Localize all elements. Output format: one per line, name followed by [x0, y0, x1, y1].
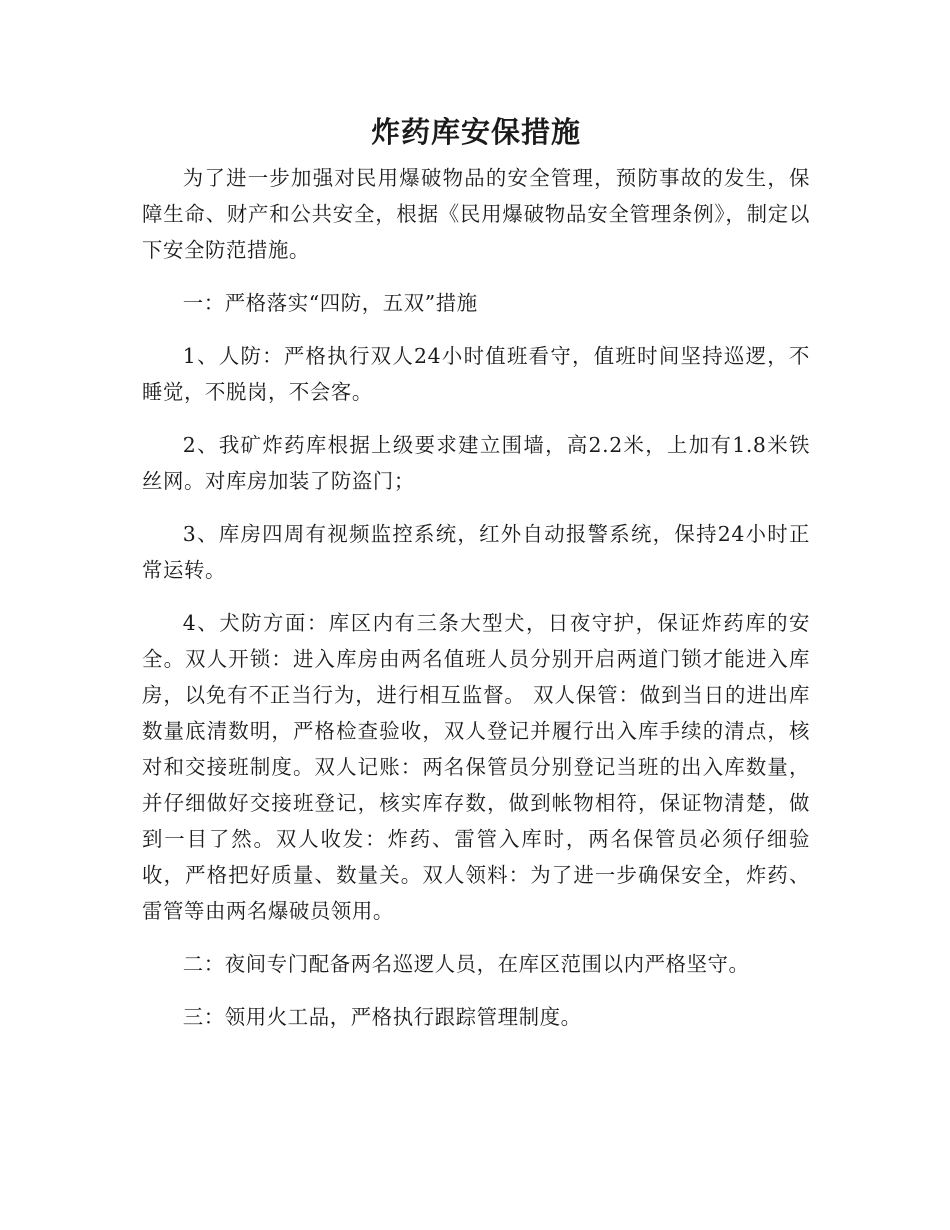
document-title: 炸药库安保措施 — [370, 115, 581, 149]
document-page — [142, 112, 810, 1052]
item-4-paragraph: 4、犬防方面：库区内有三条大型犬，日夜守护，保证炸药库的安全。双人开锁：进入库房由两名值班人员分别开启两道门锁才能进入库房，以免有不正当行为，进行相互监督。 双人保管：做到当日的进出库数量底清数明，严格检查验收，双人登记并履行出入库手续的清点，核对和交接班制度。双人记账：两名保管员分别登记当班的出入库数量，并仔细做好交接班登记，核实库存数，做到帐物相符，保证物清楚，做到一目了然。双人收发：炸药、雷管入库时，两名保管员必须仔细验收，严格把好质量、数量关。双人领料：为了进一步确保安全，炸药、雷管等由两名爆破员领用。 — [142, 611, 810, 923]
item-3-paragraph: 3、库房四周有视频监控系统，红外自动报警系统，保持24小时正常运转。 — [142, 522, 810, 582]
section-two-paragraph: 二：夜间专门配备两名巡逻人员，在库区范围以内严格坚守。 — [182, 952, 750, 976]
intro-paragraph: 为了进一步加强对民用爆破物品的安全管理，预防事故的发生，保障生命、财产和公共安全，根据《民用爆破物品安全管理条例》，制定以下安全防范措施。 — [142, 166, 810, 262]
item-1-paragraph: 1、人防：严格执行双人24小时值班看守，值班时间坚持巡逻，不睡觉，不脱岗，不会客。 — [142, 344, 810, 404]
section-three-paragraph: 三：领用火工品，严格执行跟踪管理制度。 — [182, 1005, 582, 1029]
item-2-paragraph: 2、我矿炸药库根据上级要求建立围墙，高2.2米，上加有1.8米铁丝网。对库房加装了防盗门； — [142, 433, 810, 493]
section-one-heading: 一：严格落实“四防，五双”措施 — [182, 291, 478, 315]
